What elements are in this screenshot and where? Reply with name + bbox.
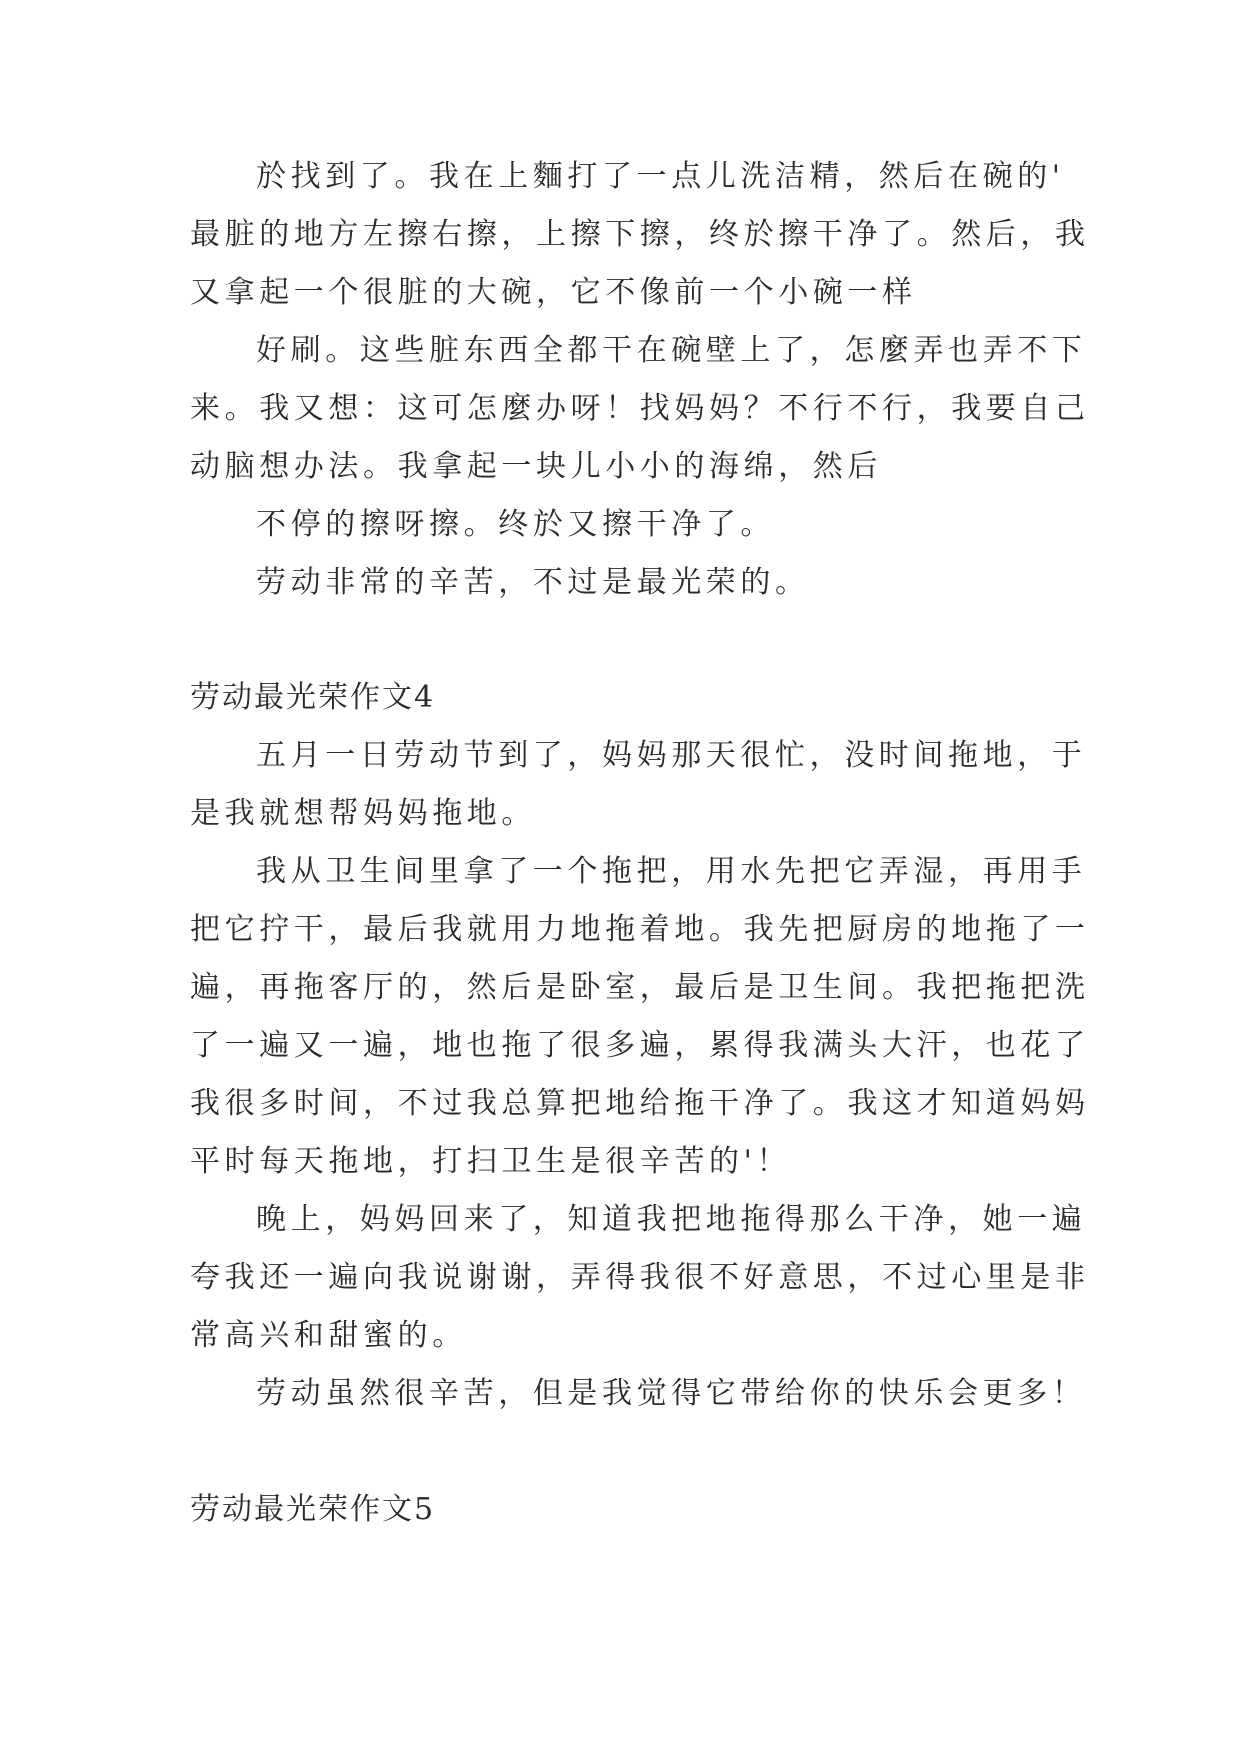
section-heading: 劳动最光荣作文5 <box>190 1492 436 1527</box>
paragraph-line: 来。我又想：这可怎麼办呀！找妈妈？不行不行，我要自己 <box>190 391 1090 426</box>
paragraph-line: 最脏的地方左擦右擦，上擦下擦，终於擦干净了。然后，我 <box>190 217 1090 252</box>
paragraph-line: 动脑想办法。我拿起一块儿小小的海绵，然后 <box>190 449 882 484</box>
section-heading: 劳动最光荣作文4 <box>190 680 436 715</box>
paragraph-line: 晚上，妈妈回来了，知道我把地拖得那么干净，她一遍 <box>256 1202 1087 1237</box>
paragraph-line: 了一遍又一遍，地也拖了很多遍，累得我满头大汗，也花了 <box>190 1028 1090 1063</box>
paragraph-line: 劳动虽然很辛苦，但是我觉得它带给你的快乐会更多！ <box>256 1376 1087 1411</box>
paragraph-line: 把它拧干，最后我就用力地拖着地。我先把厨房的地拖了一 <box>190 912 1090 947</box>
paragraph-line: 我很多时间，不过我总算把地给拖干净了。我这才知道妈妈 <box>190 1086 1090 1121</box>
paragraph-line: 遍，再拖客厅的，然后是卧室，最后是卫生间。我把拖把洗 <box>190 970 1090 1005</box>
paragraph-line: 不停的擦呀擦。终於又擦干净了。 <box>256 507 775 542</box>
paragraph-line: 是我就想帮妈妈拖地。 <box>190 796 536 831</box>
paragraph-line: 五月一日劳动节到了，妈妈那天很忙，没时间拖地，于 <box>256 738 1087 773</box>
paragraph-line: 常高兴和甜蜜的。 <box>190 1318 467 1353</box>
paragraph-line: 又拿起一个很脏的大碗，它不像前一个小碗一样 <box>190 275 917 310</box>
paragraph-line: 於找到了。我在上麵打了一点儿洗洁精，然后在碗的' <box>256 159 1065 194</box>
paragraph-line: 我从卫生间里拿了一个拖把，用水先把它弄湿，再用手 <box>256 854 1087 889</box>
paragraph-line: 夸我还一遍向我说谢谢，弄得我很不好意思，不过心里是非 <box>190 1260 1090 1295</box>
paragraph-line: 平时每天拖地，打扫卫生是很辛苦的'！ <box>190 1144 792 1179</box>
paragraph-line: 劳动非常的辛苦，不过是最光荣的。 <box>256 565 810 600</box>
paragraph-line: 好刷。这些脏东西全都干在碗壁上了，怎麼弄也弄不下 <box>256 333 1087 368</box>
